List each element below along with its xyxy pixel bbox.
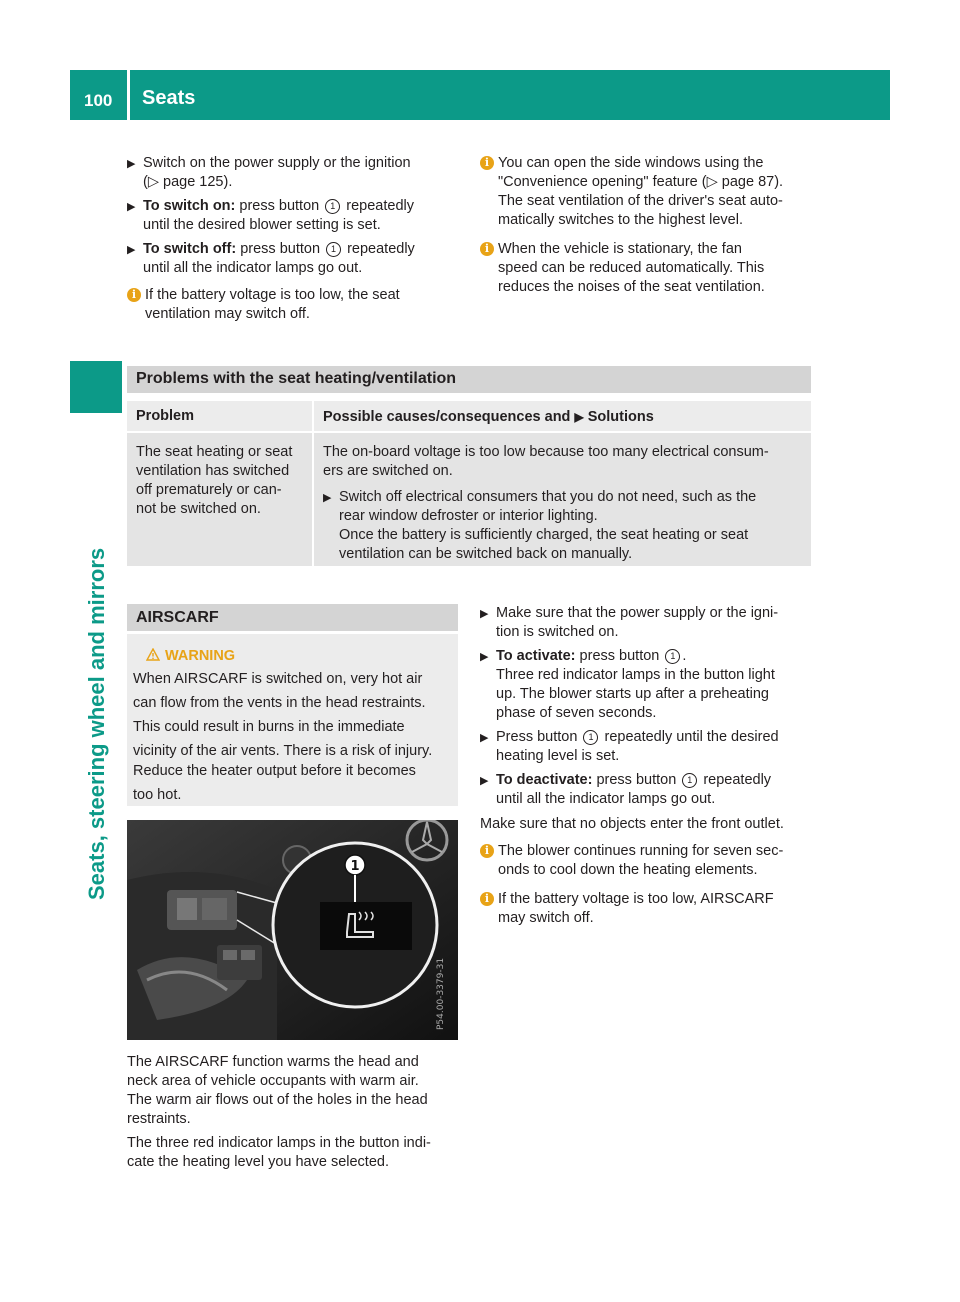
front-outlet-note: Make sure that no objects enter the front outlet. [480,816,784,832]
door-panel-photo [127,820,458,1040]
info-note: i If the battery voltage is too low, AIRSCARF may switch off. [480,890,820,928]
info-icon: i [480,156,494,170]
arrow-icon: ▶ [480,608,489,620]
list-item: ▶ To switch off: press button 1 repeatedly until all the indicator lamps go out. [127,241,415,276]
info-icon: i [480,242,494,256]
left-top-column [127,154,462,330]
warning-box [127,634,458,806]
warning-title: WARNING [146,644,235,668]
list-item: ▶ Switch on the power supply or the ignition (▷ page 125). [127,155,411,190]
list-item: ▶ Press button 1 repeatedly until the desired heating level is set. [480,729,779,764]
arrow-icon: ▶ [480,732,489,744]
warning-triangle-icon [146,648,160,661]
problems-section-title: Problems with the seat heating/ventilation [127,366,811,393]
info-icon: i [127,288,141,302]
arrow-icon: ▶ [323,492,332,504]
arrow-icon: ▶ [127,244,136,256]
airscarf-section-title: AIRSCARF [127,604,458,631]
table-cell-problem: The seat heating or seat ventilation has switched off prematurely or can- not be switched on. [127,433,312,566]
table-cell-causes: The on-board voltage is too low because too many electrical consum- ers are switched on. ▶ Switch off electrical consumers that you do not need, such as the rear window defroster or interior lighting. Once the battery is sufficiently charged, the seat heating or seat ventilation can be switched back on manually. [314,433,811,566]
list-item: ▶ To activate: press button 1 . Three red indicator lamps in the button light up. The blower starts up after a preheating phase of seven seconds. [480,648,775,721]
table-header-problem: Problem [127,401,312,431]
chapter-title: Seats, steering wheel and mirrors [84,547,109,900]
arrow-icon: ▶ [480,651,489,663]
info-note: i You can open the side windows using the "Convenience opening" feature (▷ page 87). The seat ventilation of the driver's seat auto- matically switches to the highest level. [480,154,820,230]
list-item: ▶ To deactivate: press button 1 repeatedly until all the indicator lamps go out. [480,772,772,807]
chapter-tab [70,361,122,413]
warning-text: When AIRSCARF is switched on, very hot air can flow from the vents in the head restraints. This could result in burns in the immediate vicinity of the air vents. There is a risk of injury. [133,671,433,759]
info-note: i The blower continues running for seven sec- onds to cool down the heating elements. [480,842,820,880]
right-bottom-column [480,604,820,934]
warning-advice: Reduce the heater output before it becomes too hot. [133,763,416,803]
arrow-icon: ▶ [127,158,136,170]
table-header-causes: Possible causes/consequences and ▶ Solutions [314,401,811,431]
page-header [70,70,890,120]
photo-code: P54.00-3379-31 [436,957,446,1030]
button-1-marker: 1 [326,242,341,257]
button-1-marker: 1 [583,730,598,745]
list-item: ▶ Make sure that the power supply or the igni- tion is switched on. [480,605,779,640]
arrow-icon: ▶ [127,201,136,213]
info-note: i If the battery voltage is too low, the seat ventilation may switch off. [127,286,462,324]
page-number: 100 [84,91,113,110]
button-1-marker: 1 [682,773,697,788]
page-title: Seats [142,87,196,109]
info-icon: i [480,892,494,906]
door-panel-illustration [127,820,458,1040]
list-item: ▶ Switch off electrical consumers that you do not need, such as the rear window defroster or interior lighting. Once the battery is sufficiently charged, the seat heating or seat ventilation can be switched back on manually. [323,489,757,562]
info-note: i When the vehicle is stationary, the fan speed can be reduced automatically. This reduces the noises of the seat ventilation. [480,240,820,297]
list-item: ▶ To switch on: press button 1 repeatedly until the desired blower setting is set. [127,198,414,233]
arrow-icon: ▶ [574,410,584,424]
right-top-column [480,154,820,303]
arrow-icon: ▶ [480,775,489,787]
svg-text:1: 1 [350,859,360,874]
header-divider [127,70,130,120]
button-1-marker: 1 [325,199,340,214]
button-1-marker: 1 [665,649,680,664]
info-icon: i [480,844,494,858]
airscarf-description: The AIRSCARF function warms the head and neck area of vehicle occupants with warm air. The warm air flows out of the holes in the head restraints. The three red indicator lamps in the button indi- cate the heating level you have selected. [127,1054,431,1170]
